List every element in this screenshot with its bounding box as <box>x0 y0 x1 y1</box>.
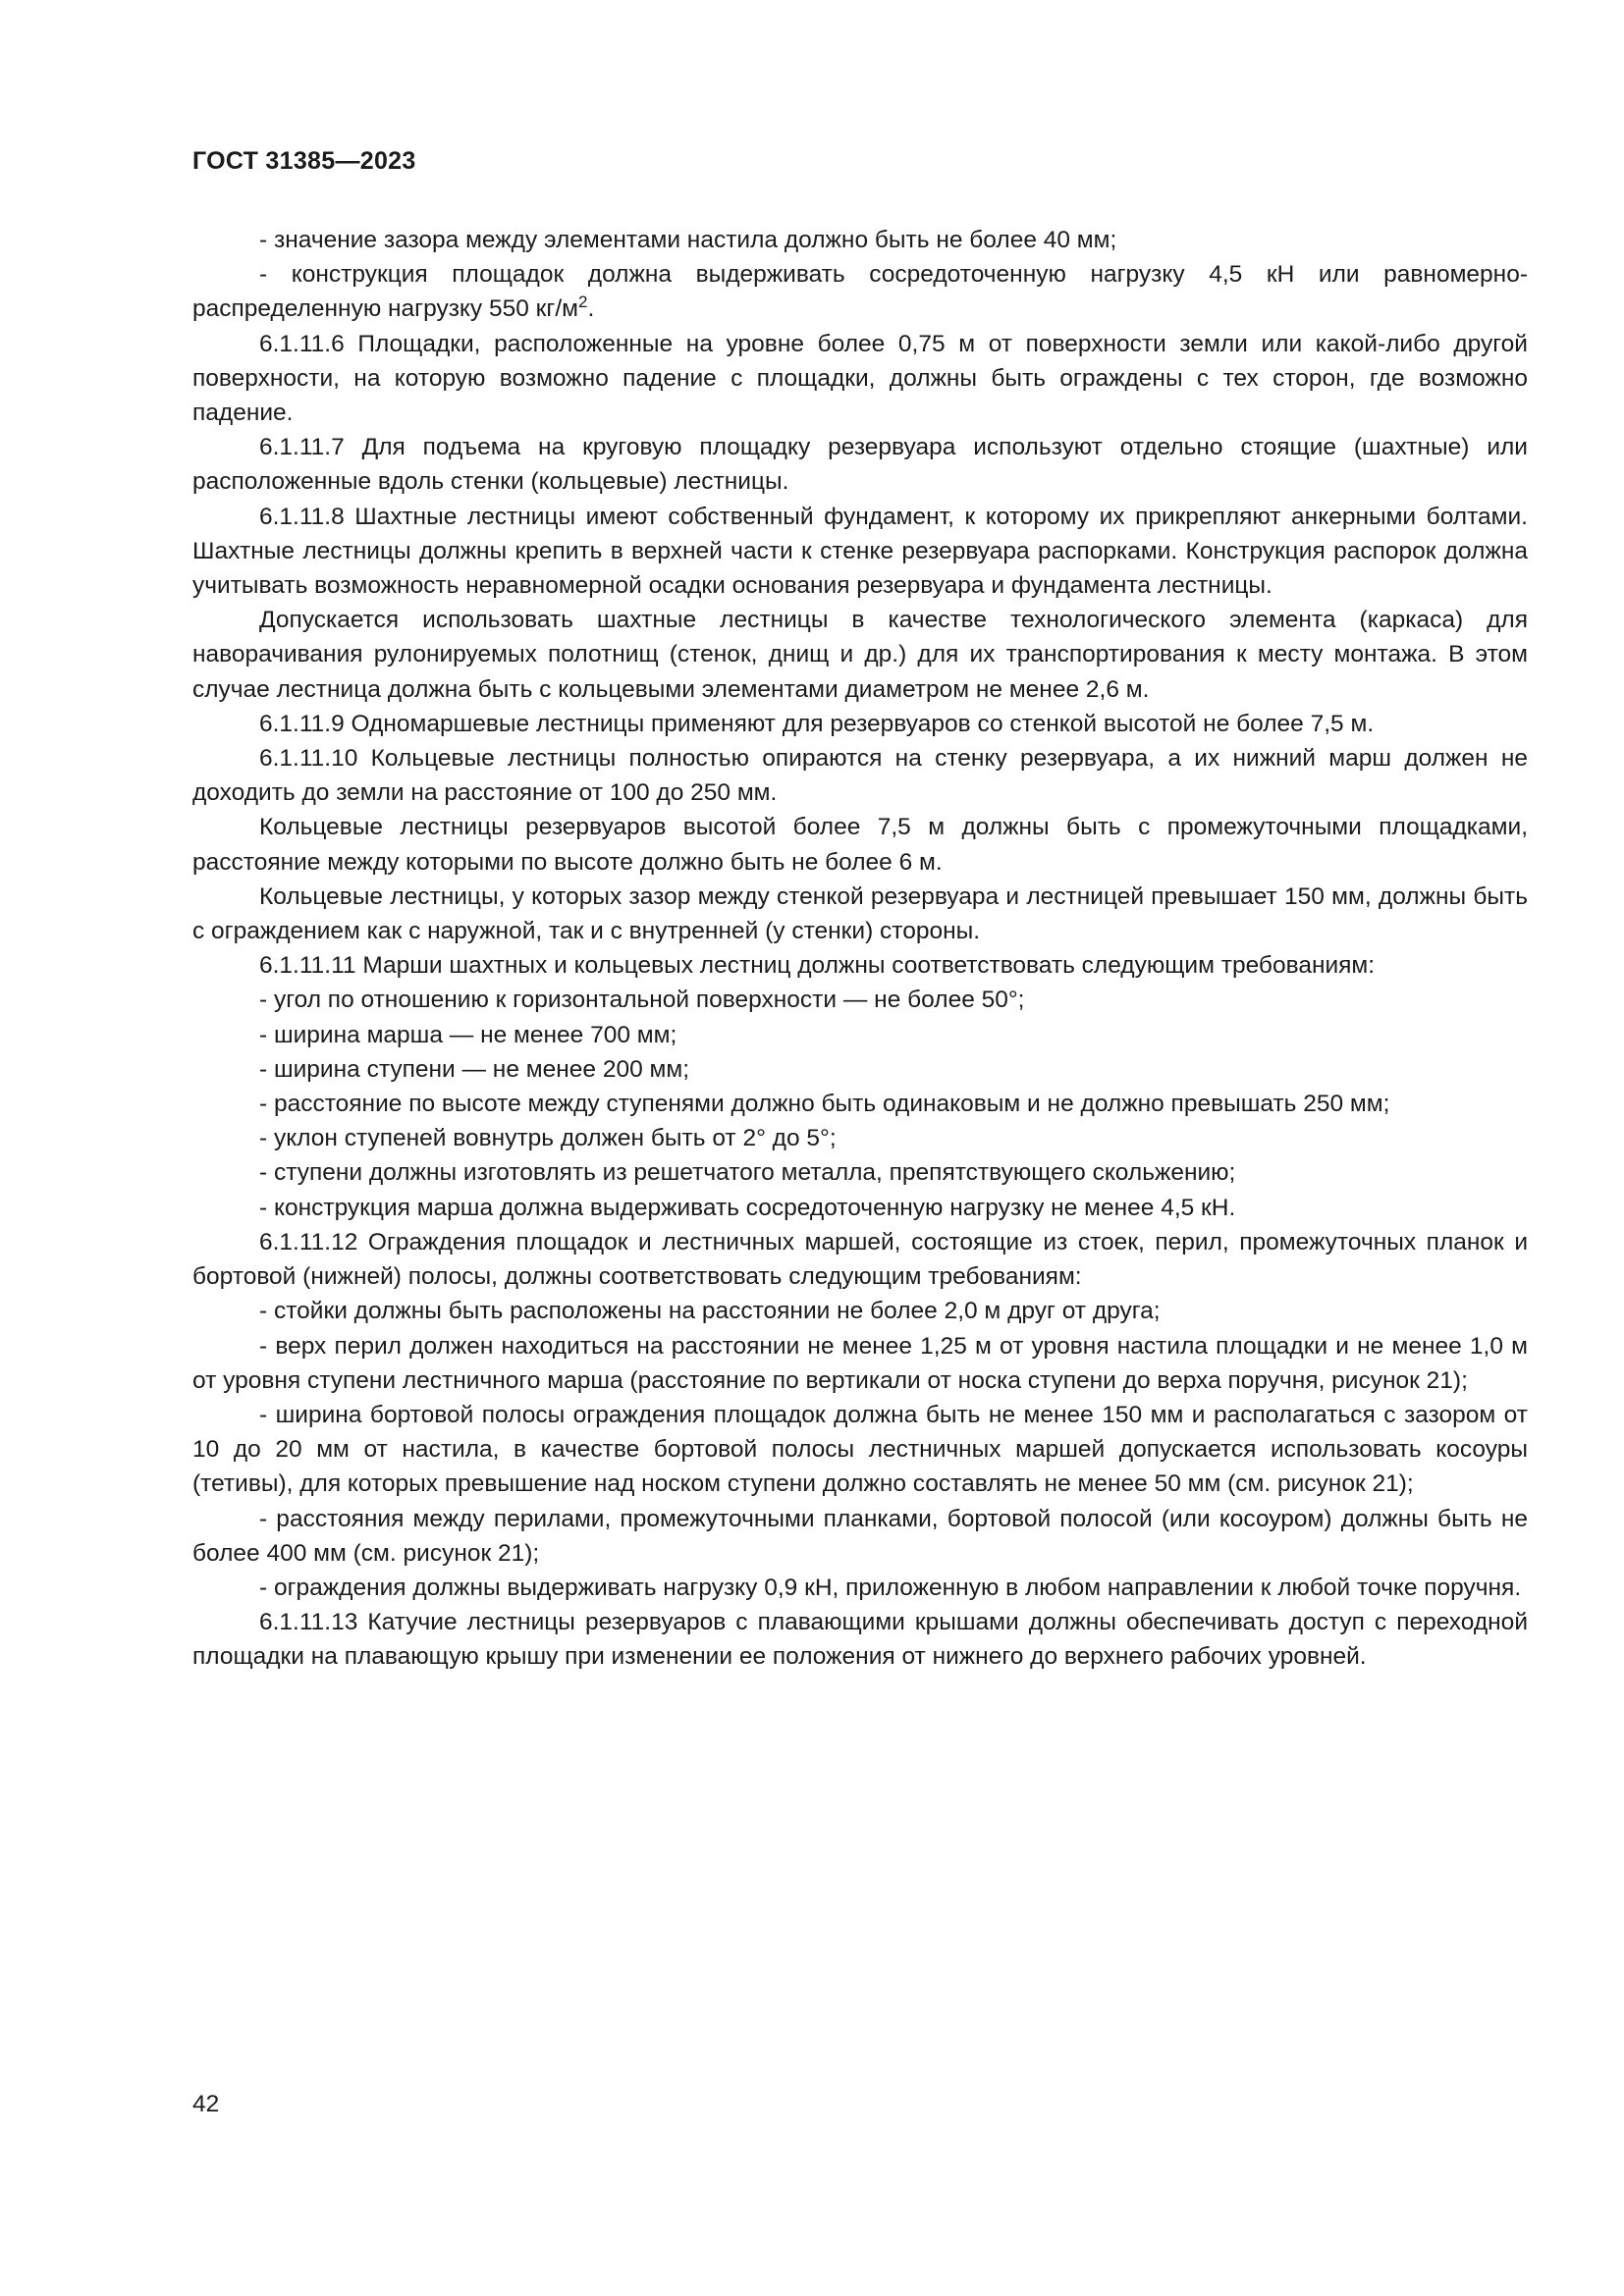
clause-6-1-11-10: 6.1.11.10 Кольцевые лестницы полностью опираются на стенку резервуара, а их нижний марш должен не доходить до земли на расстояние от 100 до 250 мм. <box>192 745 1528 807</box>
document-body <box>192 223 1528 1675</box>
clause-6-1-11-13: 6.1.11.13 Катучие лестницы резервуаров с плавающими крышами должны обеспечивать доступ с переходной площадки на плавающую крышу при изменении ее положения от нижнего до верхнего рабочих уровней. <box>192 1609 1528 1671</box>
document-header: ГОСТ 31385—2023 <box>192 147 416 175</box>
clause-6-1-11-6: 6.1.11.6 Площадки, расположенные на уровне более 0,75 м от поверхности земли или какой-либо другой поверхности, на которую возможно падение с площадки, должны быть ограждены с тех сторон, где возможно падение. <box>192 330 1528 427</box>
list-item: - ступени должны изготовлять из решетчатого металла, препятствующего скольжению; <box>259 1159 1236 1187</box>
load-text-end: . <box>587 295 595 323</box>
clause-6-1-11-7: 6.1.11.7 Для подъема на круговую площадку резервуара используют отдельно стоящие (шахтные) или расположенные вдоль стенки (кольцевые) лестницы. <box>192 434 1528 496</box>
list-item: - стойки должны быть расположены на расстоянии не более 2,0 м друг от друга; <box>259 1298 1161 1325</box>
paragraph: Кольцевые лестницы резервуаров высотой более 7,5 м должны быть с промежуточными площадками, расстояние между которыми по высоте должно быть не более 6 м. <box>192 814 1528 876</box>
paragraph: Допускается использовать шахтные лестницы в качестве технологического элемента (каркаса) для наворачивания рулонируемых полотнищ (стенок, днищ и др.) для их транспортирования к месту монтажа. В этом случае лестница должна быть с кольцевыми элементами диаметром не менее 2,6 м. <box>192 607 1528 703</box>
clause-6-1-11-11: 6.1.11.11 Марши шахтных и кольцевых лестниц должны соответствовать следующим требованиям: <box>259 952 1376 980</box>
load-text: - конструкция площадок должна выдерживать сосредоточенную нагрузку 4,5 кН или равномерно-распределенную нагрузку 550 кг/м <box>192 261 1528 323</box>
list-item: - ширина ступени — не менее 200 мм; <box>259 1055 689 1083</box>
clause-6-1-11-8: 6.1.11.8 Шахтные лестницы имеют собственный фундамент, к которому их прикрепляют анкерными болтами. Шахтные лестницы должны крепить в верхней части к стенке резервуара распорками. Конструкция распорок должна учитывать возможность неравномерной осадки основания резервуара и фундамента лестницы. <box>192 503 1528 600</box>
paragraph: Кольцевые лестницы, у которых зазор между стенкой резервуара и лестницей превышает 150 мм, должны быть с ограждением как с наружной, так и с внутренней (у стенки) стороны. <box>192 882 1528 945</box>
list-item: - уклон ступеней вовнутрь должен быть от 2° до 5°; <box>259 1125 837 1152</box>
list-item-load <box>192 257 1528 326</box>
clause-6-1-11-9: 6.1.11.9 Одномаршевые лестницы применяют для резервуаров со стенкой высотой не более 7,5 м. <box>259 710 1375 737</box>
list-item: - угол по отношению к горизонтальной поверхности — не более 50°; <box>259 987 1025 1014</box>
list-item: - ширина бортовой полосы ограждения площадок должна быть не менее 150 мм и располагаться с зазором от 10 до 20 мм от настила, в качестве бортовой полосы лестничных маршей допускается использовать косоуры (тетивы), для которых превышение над носком ступени должно составлять не менее 50 мм (см. рисунок 21); <box>192 1401 1528 1498</box>
list-item: - расстояние по высоте между ступенями должно быть одинаковым и не должно превышать 250 мм; <box>259 1091 1390 1118</box>
list-item: - ширина марша — не менее 700 мм; <box>259 1021 677 1048</box>
superscript: 2 <box>577 293 588 312</box>
list-item: - конструкция марша должна выдерживать сосредоточенную нагрузку не менее 4,5 кН. <box>259 1194 1236 1221</box>
list-item: - верх перил должен находиться на расстоянии не менее 1,25 м от уровня настила площадки и не менее 1,0 м от уровня ступени лестничного марша (расстояние по вертикали от носка ступени до верха поручня, рисунок 21); <box>192 1332 1528 1394</box>
clause-6-1-11-12: 6.1.11.12 Ограждения площадок и лестничных маршей, состоящие из стоек, перил, промежуточных планок и бортовой (нижней) полосы, должны соответствовать следующим требованиям: <box>192 1228 1528 1291</box>
list-item: - расстояния между перилами, промежуточными планками, бортовой полосой (или косоуром) должны быть не более 400 мм (см. рисунок 21); <box>192 1505 1528 1567</box>
page-number: 42 <box>192 2091 220 2117</box>
list-item: - ограждения должны выдерживать нагрузку 0,9 кН, приложенную в любом направлении к любой точке поручня. <box>259 1574 1522 1601</box>
list-item-gap: - значение зазора между элементами настила должно быть не более 40 мм; <box>259 227 1117 253</box>
